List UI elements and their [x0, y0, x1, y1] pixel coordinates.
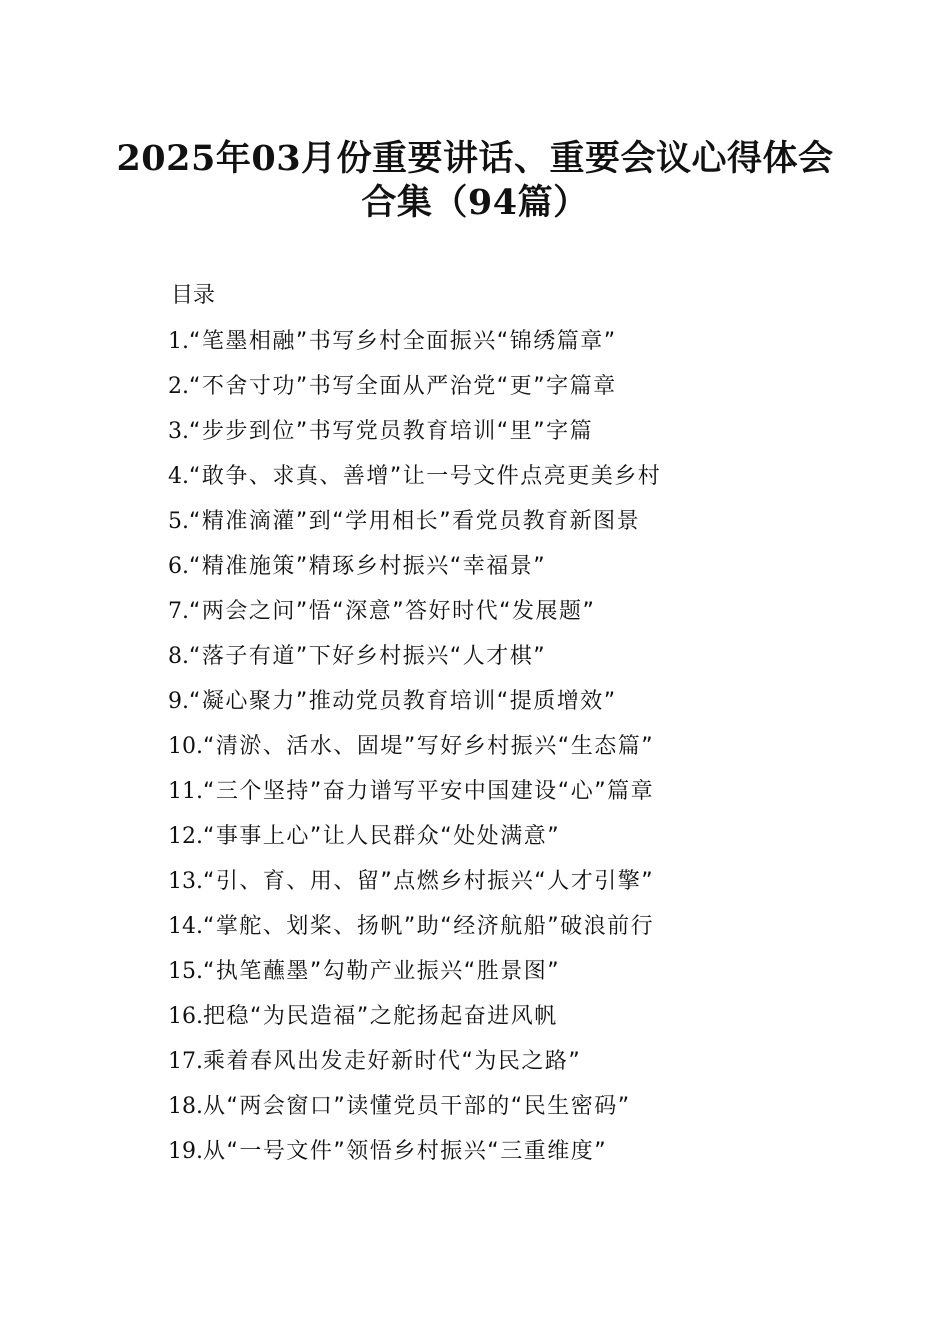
- toc-item: [168, 731, 868, 776]
- toc-item-number: 13.: [168, 869, 203, 894]
- table-of-contents: [168, 326, 868, 1181]
- toc-item-number: 10.: [168, 734, 203, 759]
- toc-item: [168, 1091, 868, 1136]
- toc-item-number: 1.: [168, 329, 189, 354]
- toc-item-text: “两会之问”悟“深意”答好时代“发展题”: [189, 599, 596, 624]
- toc-item-number: 11.: [168, 779, 203, 804]
- toc-item: [168, 686, 868, 731]
- toc-item-text: “清淤、活水、固堤”写好乡村振兴“生态篇”: [203, 734, 655, 759]
- toc-item-number: 17.: [168, 1049, 203, 1074]
- toc-item-text: 把稳“为民造福”之舵扬起奋进风帆: [203, 1004, 558, 1029]
- toc-item-number: 2.: [168, 374, 189, 399]
- toc-item-number: 8.: [168, 644, 189, 669]
- toc-item-number: 14.: [168, 914, 203, 939]
- toc-item: [168, 911, 868, 956]
- toc-item: [168, 1136, 868, 1181]
- toc-item-number: 18.: [168, 1094, 203, 1119]
- toc-item-text: 从“一号文件”领悟乡村振兴“三重维度”: [203, 1139, 608, 1164]
- toc-item: [168, 371, 868, 416]
- toc-item: [168, 956, 868, 1001]
- toc-heading: 目录: [171, 283, 216, 308]
- toc-item: [168, 416, 868, 461]
- toc-item-text: “凝心聚力”推动党员教育培训“提质增效”: [189, 689, 617, 714]
- toc-item-number: 4.: [168, 464, 189, 489]
- toc-item: [168, 326, 868, 371]
- toc-item-text: “掌舵、划桨、扬帆”助“经济航船”破浪前行: [203, 914, 655, 939]
- document-title: [60, 137, 890, 225]
- toc-item-text: “落子有道”下好乡村振兴“人才棋”: [189, 644, 547, 669]
- toc-item-text: “敢争、求真、善增”让一号文件点亮更美乡村: [189, 464, 662, 489]
- toc-item-text: 乘着春风出发走好新时代“为民之路”: [203, 1049, 582, 1074]
- toc-item: [168, 641, 868, 686]
- toc-item-text: “不舍寸功”书写全面从严治党“更”字篇章: [189, 374, 617, 399]
- toc-item-number: 15.: [168, 959, 203, 984]
- toc-item: [168, 461, 868, 506]
- toc-item: [168, 596, 868, 641]
- toc-item-number: 7.: [168, 599, 189, 624]
- toc-item-number: 5.: [168, 509, 189, 534]
- toc-item-text: “事事上心”让人民群众“处处满意”: [203, 824, 561, 849]
- toc-item-number: 16.: [168, 1004, 203, 1029]
- toc-item: [168, 776, 868, 821]
- toc-item-text: 从“两会窗口”读懂党员干部的“民生密码”: [203, 1094, 631, 1119]
- toc-item-number: 19.: [168, 1139, 203, 1164]
- toc-item: [168, 1046, 868, 1091]
- toc-item-text: “引、育、用、留”点燃乡村振兴“人才引擎”: [203, 869, 655, 894]
- toc-item-number: 6.: [168, 554, 189, 579]
- toc-item: [168, 506, 868, 551]
- toc-item: [168, 866, 868, 911]
- toc-item-number: 3.: [168, 419, 189, 444]
- toc-item: [168, 551, 868, 596]
- toc-item-text: “执笔蘸墨”勾勒产业振兴“胜景图”: [203, 959, 561, 984]
- title-line-2: 合集（94篇）: [361, 182, 589, 223]
- toc-item-text: “三个坚持”奋力谱写平安中国建设“心”篇章: [203, 779, 655, 804]
- toc-item-text: “精准施策”精琢乡村振兴“幸福景”: [189, 554, 547, 579]
- toc-item-number: 12.: [168, 824, 203, 849]
- toc-item-text: “精准滴灌”到“学用相长”看党员教育新图景: [189, 509, 641, 534]
- toc-item-number: 9.: [168, 689, 189, 714]
- toc-item-text: “笔墨相融”书写乡村全面振兴“锦绣篇章”: [189, 329, 617, 354]
- title-line-1: 2025年03月份重要讲话、重要会议心得体会: [116, 138, 834, 179]
- toc-item: [168, 1001, 868, 1046]
- toc-item: [168, 821, 868, 866]
- toc-item-text: “步步到位”书写党员教育培训“里”字篇: [189, 419, 594, 444]
